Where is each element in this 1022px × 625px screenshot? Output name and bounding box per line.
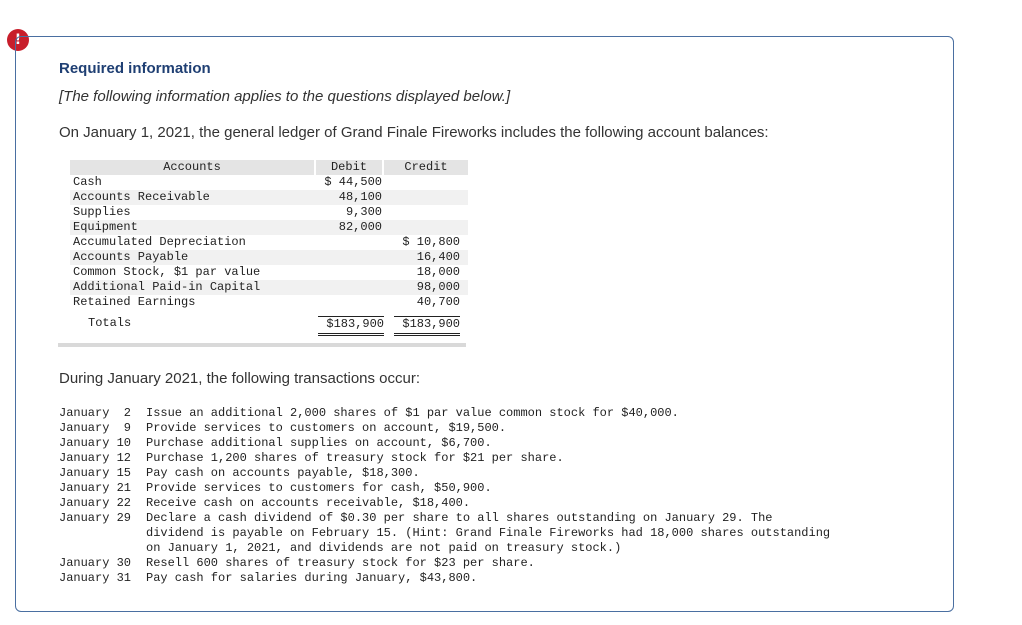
transaction-row xyxy=(59,526,939,541)
totals-label: Totals xyxy=(88,316,132,330)
ledger-account-cell: Common Stock, $1 par value xyxy=(73,265,261,279)
ledger-divider xyxy=(58,343,466,347)
transaction-date: January 22 xyxy=(59,496,132,510)
transaction-description: Provide services to customers for cash, $50,900. xyxy=(146,481,492,495)
transaction-date: January 29 xyxy=(59,511,132,525)
ledger-account-cell: Supplies xyxy=(73,205,131,219)
transaction-description: Declare a cash dividend of $0.30 per share to all shares outstanding on January 29. The xyxy=(146,511,773,525)
transaction-row xyxy=(59,496,939,511)
ledger-credit-cell: 18,000 xyxy=(416,265,460,279)
ledger-row xyxy=(70,205,468,220)
transaction-description: Receive cash on accounts receivable, $18,400. xyxy=(146,496,471,510)
transaction-description: Purchase additional supplies on account, $6,700. xyxy=(146,436,492,450)
alert-icon: ! xyxy=(7,29,29,51)
ledger-account-cell: Equipment xyxy=(73,220,138,234)
accounts-column-header: Accounts xyxy=(70,160,314,175)
ledger-credit-cell: 16,400 xyxy=(416,250,460,264)
transaction-description: Purchase 1,200 shares of treasury stock for $21 per share. xyxy=(146,451,564,465)
transaction-row xyxy=(59,406,939,421)
ledger-account-cell: Cash xyxy=(73,175,102,189)
ledger-debit-cell: 82,000 xyxy=(338,220,382,234)
ledger-credit-cell: $ 10,800 xyxy=(402,235,460,249)
transaction-row xyxy=(59,541,939,556)
transaction-date: January 30 xyxy=(59,556,132,570)
transaction-row xyxy=(59,466,939,481)
transaction-row xyxy=(59,481,939,496)
transaction-description: dividend is payable on February 15. (Hint: Grand Finale Fireworks had 18,000 shares outstanding xyxy=(146,526,831,540)
transaction-row xyxy=(59,436,939,451)
total-credit: $183,900 xyxy=(394,316,460,336)
transaction-date: January 31 xyxy=(59,571,132,585)
transaction-date xyxy=(59,526,146,541)
transaction-date xyxy=(59,541,146,556)
transaction-description: Pay cash on accounts payable, $18,300. xyxy=(146,466,420,480)
transaction-date: January 2 xyxy=(59,406,132,420)
ledger-debit-cell: 48,100 xyxy=(338,190,382,204)
ledger-row xyxy=(70,190,468,205)
ledger-row xyxy=(70,280,468,295)
transaction-description: on January 1, 2021, and dividends are not paid on treasury stock.) xyxy=(146,541,622,555)
transaction-row xyxy=(59,556,939,571)
credit-column-header: Credit xyxy=(384,160,468,175)
ledger-credit-cell: 40,700 xyxy=(416,295,460,309)
debit-column-header: Debit xyxy=(316,160,382,175)
transaction-row xyxy=(59,451,939,466)
ledger-row xyxy=(70,175,468,190)
ledger-account-cell: Accounts Payable xyxy=(73,250,189,264)
transaction-row xyxy=(59,571,939,586)
ledger-account-cell: Additional Paid-in Capital xyxy=(73,280,261,294)
ledger-row xyxy=(70,250,468,265)
required-information-title: Required information xyxy=(59,60,211,77)
transaction-date: January 21 xyxy=(59,481,132,495)
transaction-description: Pay cash for salaries during January, $43,800. xyxy=(146,571,478,585)
ledger-account-cell: Retained Earnings xyxy=(73,295,196,309)
total-debit: $183,900 xyxy=(318,316,384,336)
transaction-row xyxy=(59,421,939,436)
transactions-intro-text: During January 2021, the following transactions occur: xyxy=(59,370,421,387)
transaction-date: January 10 xyxy=(59,436,132,450)
transaction-row xyxy=(59,511,939,526)
transaction-date: January 15 xyxy=(59,466,132,480)
transaction-description: Issue an additional 2,000 shares of $1 par value common stock for $40,000. xyxy=(146,406,679,420)
transaction-date: January 9 xyxy=(59,421,132,435)
ledger-debit-cell: 9,300 xyxy=(345,205,382,219)
transaction-date: January 12 xyxy=(59,451,132,465)
ledger-account-cell: Accumulated Depreciation xyxy=(73,235,246,249)
ledger-credit-cell: 98,000 xyxy=(416,280,460,294)
transactions-list xyxy=(59,406,939,586)
ledger-row xyxy=(70,295,468,310)
totals-row xyxy=(70,316,468,331)
ledger-row xyxy=(70,220,468,235)
ledger-debit-cell: $ 44,500 xyxy=(324,175,382,189)
transaction-description: Provide services to customers on account, $19,500. xyxy=(146,421,507,435)
applies-note: [The following information applies to the questions displayed below.] xyxy=(59,88,511,105)
ledger-account-cell: Accounts Receivable xyxy=(73,190,210,204)
ledger-row xyxy=(70,265,468,280)
transaction-description: Resell 600 shares of treasury stock for $23 per share. xyxy=(146,556,535,570)
ledger-row xyxy=(70,235,468,250)
ledger-intro-text: On January 1, 2021, the general ledger of Grand Finale Fireworks includes the following account balances: xyxy=(59,124,769,141)
